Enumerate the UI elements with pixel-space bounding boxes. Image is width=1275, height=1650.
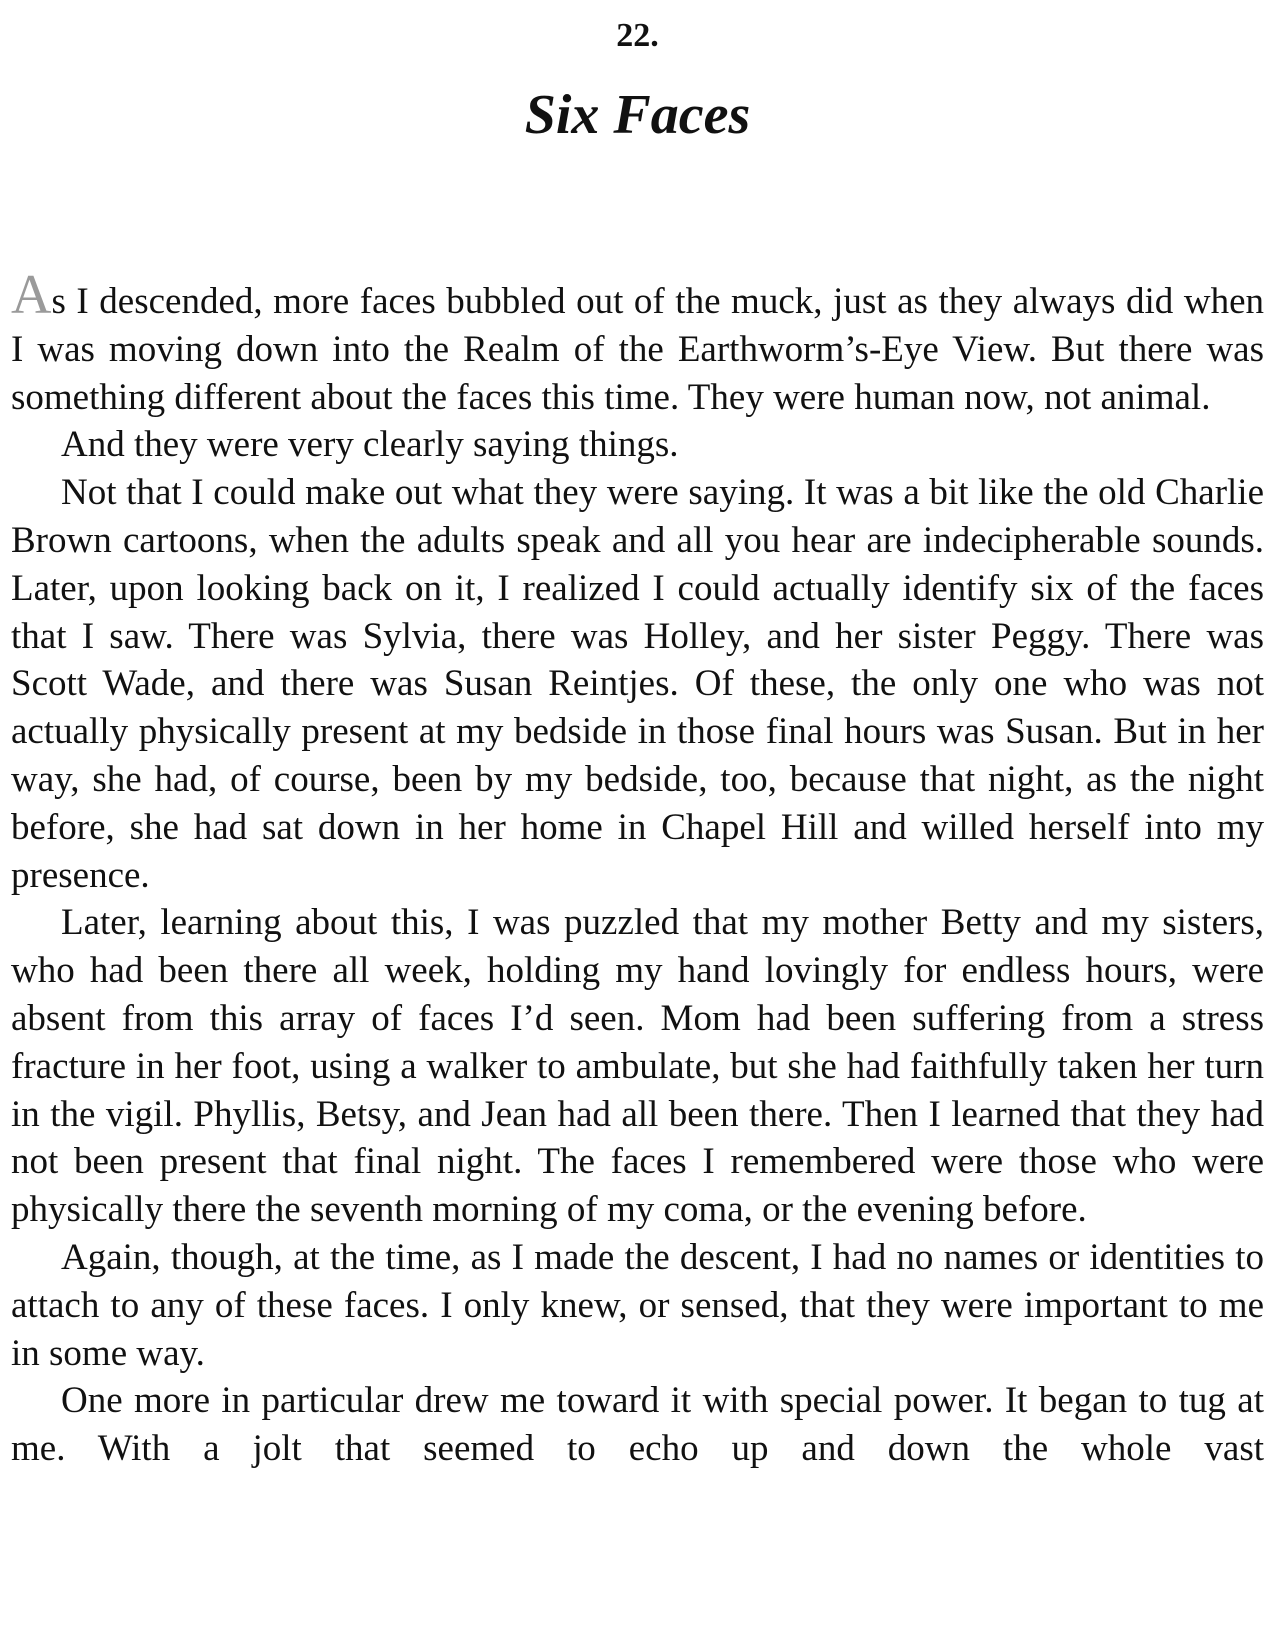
chapter-number: 22.	[616, 17, 659, 54]
body-text	[11, 264, 1264, 1473]
paragraph-6: One more in particular drew me toward it with special power. It began to tug at me. With a jolt that seemed to echo up and down the whole vast	[11, 1380, 1264, 1470]
paragraph-1	[11, 264, 1264, 421]
paragraph-5: Again, though, at the time, as I made the descent, I had no names or identities to attach to any of these faces. I only knew, or sensed, that they were important to me in some way.	[11, 1236, 1264, 1374]
paragraph-1-text: s I descended, more faces bubbled out of the muck, just as they always did when I was moving down into the Realm of the Earthworm’s-Eye View. But there was something different about the faces this time. They were human now, not animal.	[11, 281, 1264, 418]
drop-cap-letter: A	[11, 264, 52, 326]
paragraph-3: Not that I could make out what they were saying. It was a bit like the old Charlie Brown cartoons, when the adults speak and all you hear are indecipherable sounds. Later, upon looking back on it, I realized I could actually identify six of the faces that I saw. There was Sylvia, there was Holley, and her sister Peggy. There was Scott Wade, and there was Susan Reintjes. Of these, the only one who was not actually physically present at my bedside in those final hours was Susan. But in her way, she had, of course, been by my bedside, too, because that night, as the night before, she had sat down in her home in Chapel Hill and willed herself into my presence.	[11, 472, 1264, 896]
paragraph-2: And they were very clearly saying things.	[61, 424, 679, 466]
chapter-title: Six Faces	[524, 84, 751, 146]
paragraph-4: Later, learning about this, I was puzzled that my mother Betty and my sisters, who had been there all week, holding my hand lovingly for endless hours, were absent from this array of faces I’d seen. Mom had been suffering from a stress fracture in her foot, using a walker to ambulate, but she had faithfully taken her turn in the vigil. Phyllis, Betsy, and Jean had all been there. Then I learned that they had not been present that final night. The faces I remembered were those who were physically there the seventh morning of my coma, or the evening before.	[11, 902, 1264, 1231]
